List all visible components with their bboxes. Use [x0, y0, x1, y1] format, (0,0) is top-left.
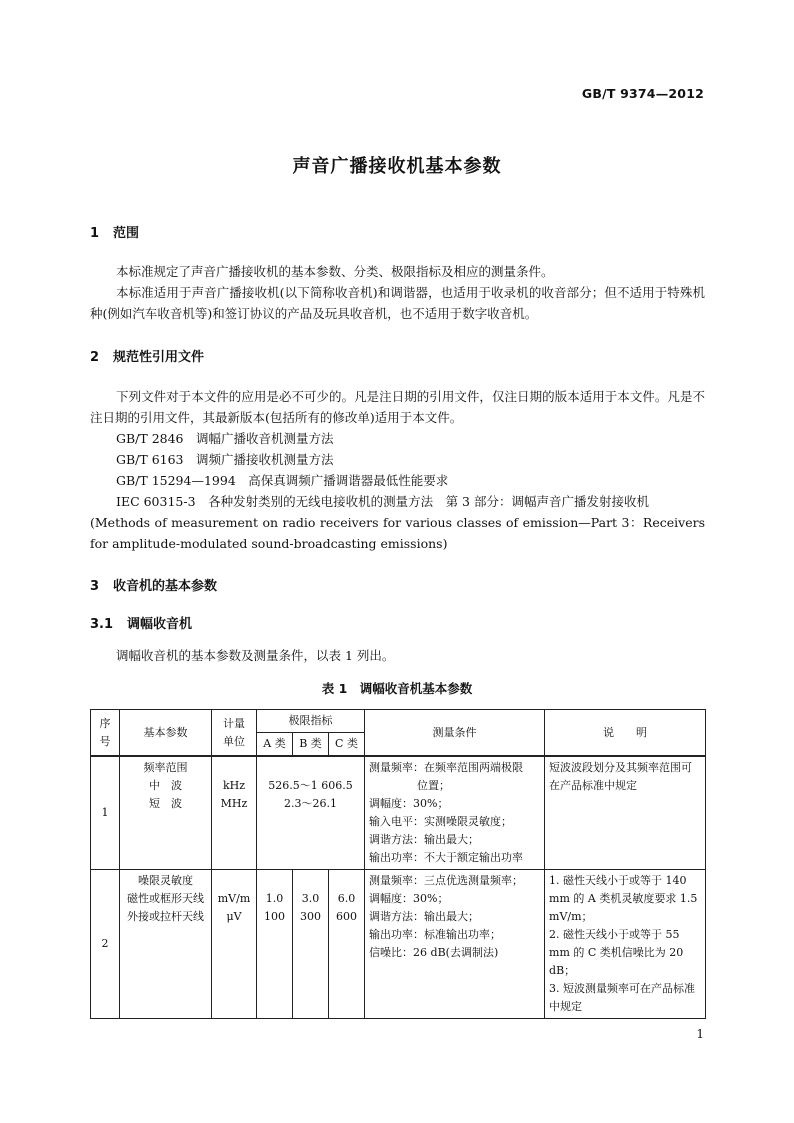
header-class-b: B 类 [293, 733, 329, 757]
section-number: 3 [90, 579, 100, 594]
condition-line: 调谐方法：输出最大； [369, 910, 480, 923]
reference-title: 调频广播接收机测量方法 [196, 452, 334, 467]
header-unit-line: 计量 [223, 716, 245, 730]
standard-number: GB/T 9374—2012 [581, 86, 704, 101]
reference-title: 高保真调频广播调谐器最低性能要求 [248, 473, 449, 488]
section-3-1-heading [90, 613, 192, 632]
section-title: 规范性引用文件 [113, 350, 205, 365]
document-title: 声音广播接收机基本参数 [292, 156, 502, 177]
table-caption: 表 1 调幅收音机基本参数 [321, 681, 473, 696]
limit-line: 526.5～1 606.5 [268, 779, 353, 792]
references-intro: 下列文件对于本文件的应用是必不可少的。凡是注日期的引用文件，仅注日期的版本适用于本文件。凡是不注日期的引用文件，其最新版本(包括所有的修改单)适用于本文件。 [90, 389, 705, 425]
reference-item [116, 428, 334, 449]
row-conditions [365, 870, 545, 1019]
section-title: 收音机的基本参数 [113, 579, 218, 594]
section-number: 3.1 [90, 617, 114, 632]
condition-line: 输出功率：标准输出功率； [369, 928, 502, 941]
section-3-heading [90, 575, 217, 594]
note-line: 2. 磁性天线小于或等于 55 mm 的 C 类机信噪比为 20 dB； [549, 928, 684, 977]
condition-line: 测量频率：三点优选测量频率； [369, 874, 524, 887]
param-line: 频率范围 [143, 761, 188, 774]
header-unit [212, 710, 257, 757]
value-line: 100 [264, 910, 285, 923]
param-line: 噪限灵敏度 [138, 874, 193, 887]
note-line: 3. 短波测量频率可在产品标准中规定 [549, 982, 696, 1013]
row-param [120, 870, 212, 1019]
section-title: 范围 [113, 226, 140, 241]
iec-reference-english: (Methods of measurement on radio receivers for various classes of emission—Part 3：Receivers for amplitude-modulated sound-broadcasting emissions) [90, 515, 705, 551]
header-conditions: 测量条件 [365, 710, 545, 757]
row-class-c [329, 870, 365, 1019]
row-class-b [293, 870, 329, 1019]
reference-code: IEC 60315-3 [116, 494, 196, 509]
header-class-c: C 类 [329, 733, 365, 757]
page-number: 1 [696, 1027, 704, 1041]
section-2-heading [90, 346, 204, 365]
value-line: 600 [336, 910, 358, 923]
condition-line: 测量频率：在频率范围两端极限 [369, 761, 524, 774]
reference-item-iec [116, 491, 649, 512]
row-seq: 1 [91, 756, 120, 870]
section-number: 1 [90, 226, 100, 241]
header-class-a: A 类 [257, 733, 293, 757]
reference-code: GB/T 6163 [116, 452, 184, 467]
unit-line: mV/m [217, 892, 251, 905]
value-line: 6.0 [337, 892, 356, 905]
row-unit [212, 756, 257, 870]
row-unit [212, 870, 257, 1019]
header-unit-line: 单位 [223, 734, 245, 748]
row-notes [545, 870, 706, 1019]
condition-line: 位置； [417, 779, 451, 792]
reference-item [116, 449, 334, 470]
condition-line: 调幅度：30%； [369, 797, 449, 810]
header-seq: 序号 [91, 710, 120, 757]
unit-line: kHz [222, 779, 246, 792]
row-param [120, 756, 212, 870]
unit-line: μV [226, 910, 242, 923]
row-limits-merged [257, 756, 365, 870]
section-1-heading [90, 222, 139, 241]
limit-line: 2.3～26.1 [284, 797, 338, 810]
section-title: 调幅收音机 [127, 617, 193, 632]
note-line: 1. 磁性天线小于或等于 140 mm 的 A 类机灵敏度要求 1.5 mV/m； [549, 874, 698, 923]
condition-line: 输出功率：不大于额定输出功率 [369, 851, 524, 864]
row-seq: 2 [91, 870, 120, 1019]
condition-line: 调谐方法：输出最大； [369, 833, 480, 846]
row-notes: 短波波段划分及其频率范围可在产品标准中规定 [545, 756, 706, 870]
param-line: 中 波 [149, 779, 182, 792]
header-param: 基本参数 [120, 710, 212, 757]
reference-title: 调幅广播收音机测量方法 [196, 431, 334, 446]
table-row [91, 870, 706, 1019]
param-line: 磁性或框形天线 [127, 892, 204, 905]
am-intro-paragraph: 调幅收音机的基本参数及测量条件，以表 1 列出。 [116, 648, 395, 663]
reference-item [116, 470, 448, 491]
param-line: 外接或拉杆天线 [127, 910, 204, 923]
reference-code: GB/T 15294—1994 [116, 473, 236, 488]
condition-line: 信噪比：26 dB(去调制法) [369, 946, 499, 959]
condition-line: 输入电平：实测噪限灵敏度； [369, 815, 513, 828]
value-line: 300 [300, 910, 321, 923]
reference-title: 各种发射类别的无线电接收机的测量方法 第 3 部分：调幅声音广播发射接收机 [208, 494, 649, 509]
row-class-a [257, 870, 293, 1019]
header-limits: 极限指标 [257, 710, 365, 733]
table-row [91, 756, 706, 870]
am-parameter-table [90, 709, 706, 1019]
value-line: 1.0 [265, 892, 284, 905]
row-conditions [365, 756, 545, 870]
unit-line: MHz [220, 797, 248, 810]
param-line: 短 波 [149, 797, 182, 810]
table-header-row [91, 710, 706, 733]
section-number: 2 [90, 350, 100, 365]
header-notes: 说 明 [545, 710, 706, 757]
reference-code: GB/T 2846 [116, 431, 184, 446]
scope-paragraph-2: 本标准适用于声音广播接收机(以下简称收音机)和调谐器，也适用于收录机的收音部分；但不适用于特殊机种(例如汽车收音机等)和签订协议的产品及玩具收音机，也不适用于数字收音机。 [90, 285, 705, 321]
scope-paragraph-1: 本标准规定了声音广播接收机的基本参数、分类、极限指标及相应的测量条件。 [116, 264, 554, 279]
value-line: 3.0 [301, 892, 320, 905]
condition-line: 调幅度：30%； [369, 892, 449, 905]
